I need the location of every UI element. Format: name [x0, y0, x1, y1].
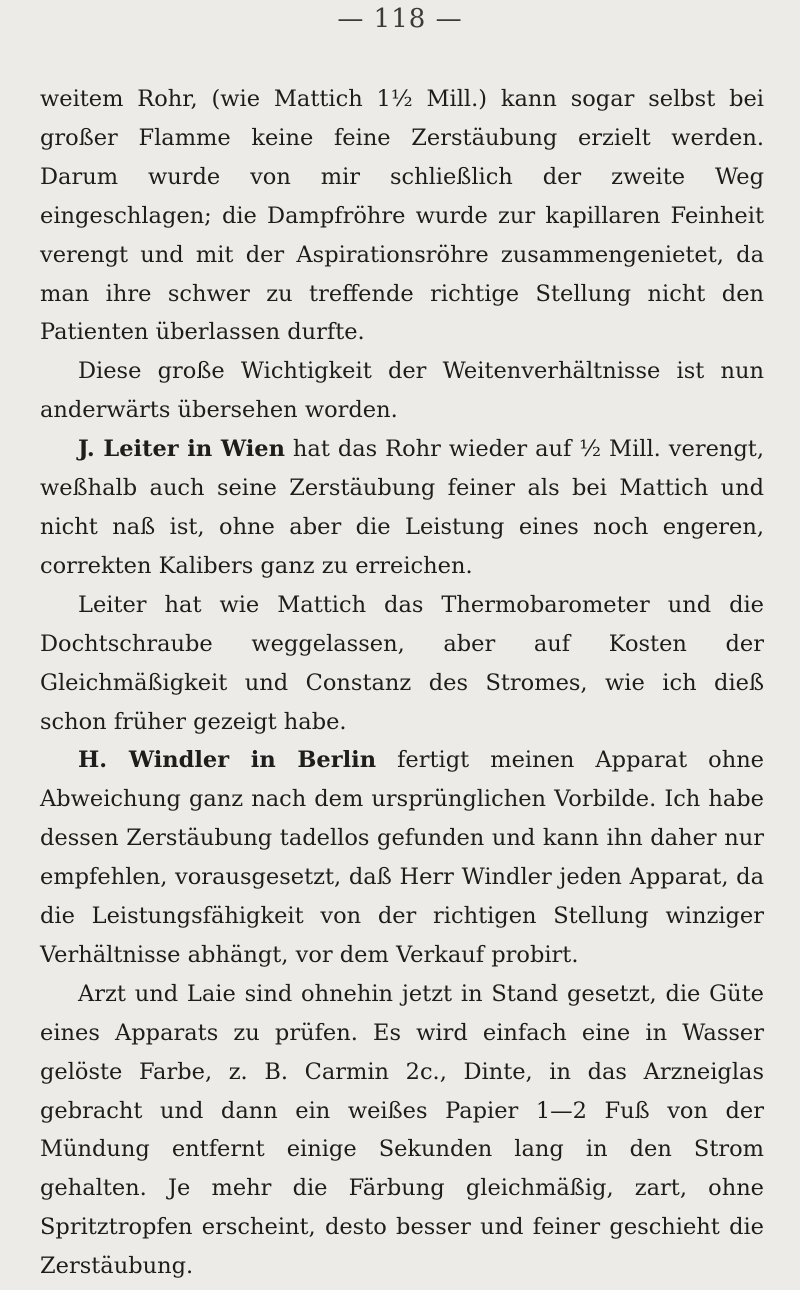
body-text [40, 80, 764, 1286]
paragraph-text: Diese große Wichtigkeit der Weitenverhältnisse ist nun anderwärts übersehen worden. [40, 358, 764, 424]
page-number: — 118 — [337, 4, 463, 34]
maker-name-windler: H. Windler in Berlin [78, 747, 377, 774]
paragraph-2 [40, 352, 764, 430]
paragraph-1 [40, 80, 764, 352]
paragraph-text: weitem Rohr, (wie Mattich 1½ Mill.) kann sogar selbst bei großer Flamme keine feine Zerstäubung erzielt werden. Darum wurde von mir schließlich der zweite Weg eingeschlagen; die Dampfröhre wurde zur kapillaren Feinheit verengt und mit der Aspirationsröhre zusammengenietet, da man ihre schwer zu treffende richtige Stellung nicht den Patienten überlassen durfte. [40, 86, 764, 346]
maker-name-leiter: J. Leiter in Wien [78, 436, 285, 463]
paragraph-text: fertigt meinen Apparat ohne Abweichung ganz nach dem ursprünglichen Vorbilde. Ich habe dessen Zerstäubung tadellos gefunden und kann ihn daher nur empfehlen, vorausgesetzt, daß Herr Windler jeden Apparat, da die Leistungsfähigkeit von der richtigen Stellung winziger Verhältnisse abhängt, vor dem Verkauf probirt. [40, 747, 765, 968]
paragraph-text: Arzt und Laie sind ohnehin jetzt in Stand gesetzt, die Güte eines Apparats zu prüfen. Es wird einfach eine in Wasser gelöste Farbe, z. B. Carmin 2c., Dinte, in das Arzneiglas gebracht und dann ein weißes Papier 1—2 Fuß von der Mündung entfernt einige Sekunden lang in den Strom gehalten. Je mehr die Färbung gleichmäßig, zart, ohne Spritztropfen erscheint, desto besser und feiner geschieht die Zerstäubung. [40, 980, 764, 1280]
paragraph-5 [40, 741, 764, 974]
paragraph-text: Leiter hat wie Mattich das Thermobarometer und die Dochtschraube weggelassen, aber auf Kosten der Gleichmäßigkeit und Constanz des Stromes, wie ich dieß schon früher gezeigt habe. [40, 591, 764, 735]
paragraph-text: hat das Rohr wieder auf ½ Mill. verengt, weßhalb auch seine Zerstäubung feiner als bei Mattich und nicht naß ist, ohne aber die Leistung eines noch engeren, correkten Kalibers ganz zu erreichen. [40, 436, 764, 579]
paragraph-4 [40, 586, 764, 742]
paragraph-3 [40, 430, 764, 586]
paragraph-6 [40, 975, 764, 1286]
